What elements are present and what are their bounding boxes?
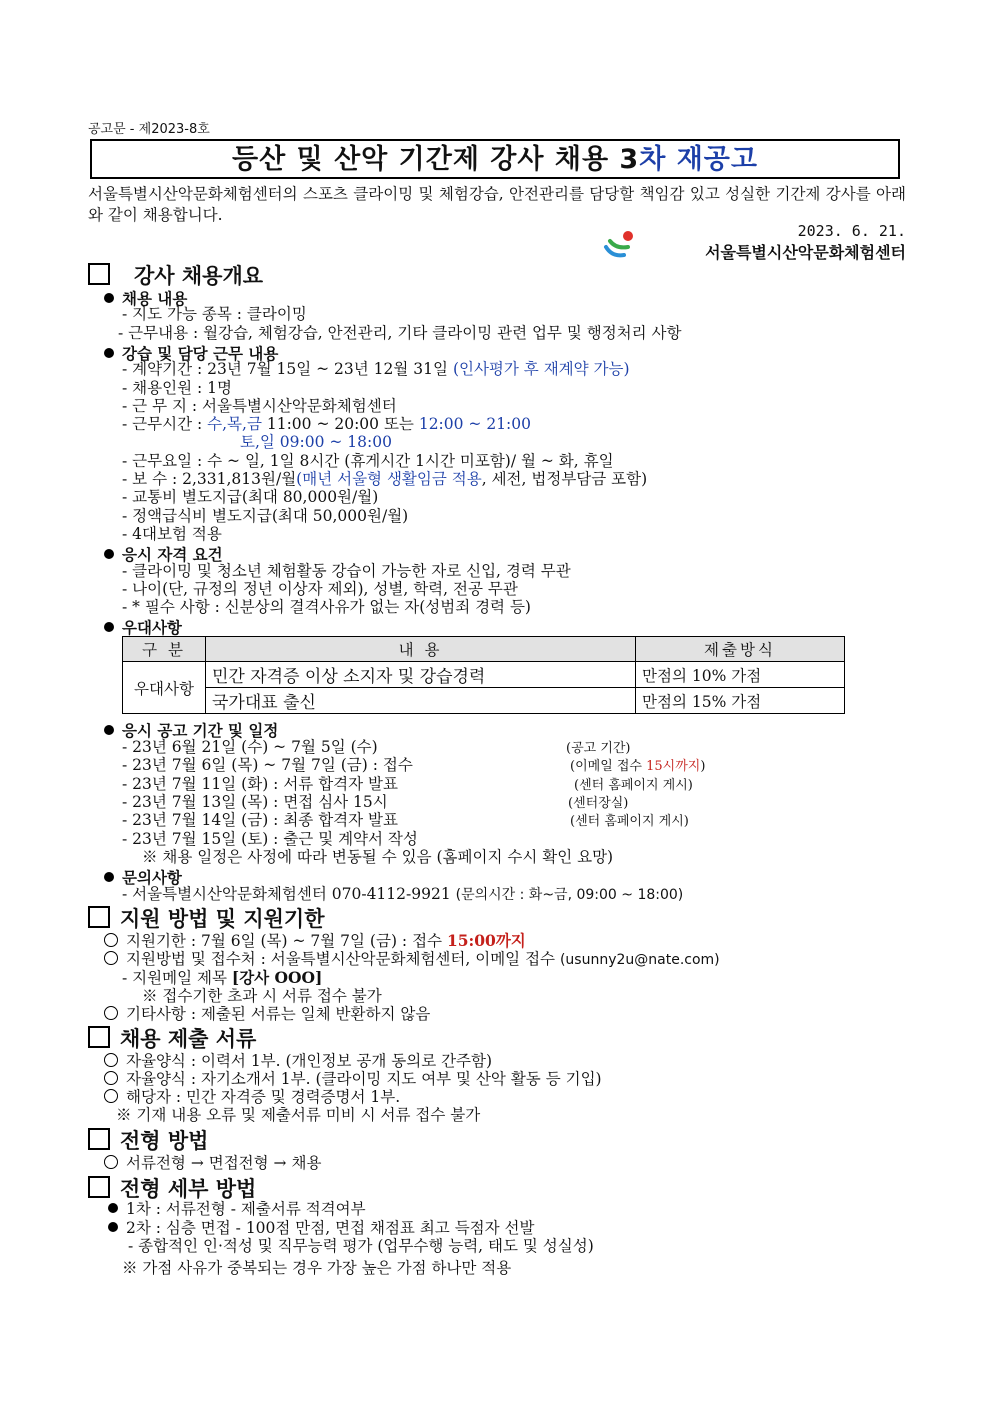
line-b4	[122, 415, 531, 433]
section-2-title: 지원 방법 및 지원기한	[120, 907, 325, 931]
bullet-dot-icon	[104, 348, 114, 358]
bullet-dot-icon	[104, 549, 114, 559]
schedule-note: (공고 기간)	[566, 741, 631, 756]
subsection-c-title: 응시 자격 요건	[122, 546, 223, 564]
stage-2-detail: - 종합적인 인·적성 및 직무능력 평가 (업무수행 능력, 태도 및 성실성)	[128, 1237, 594, 1255]
line-b1	[122, 360, 630, 378]
checkbox-square-icon	[88, 906, 110, 928]
line-b8: - 정액급식비 별도지급(최대 50,000원/월)	[122, 507, 409, 525]
line-b9: - 4대보험 적용	[122, 525, 222, 543]
circle-bullet-icon	[104, 1053, 118, 1067]
contact-phone: - 서울특별시산악문화체험센터 070-4112-9921	[122, 885, 456, 903]
doc-cover-letter: 자율양식 : 자기소개서 1부. (클라이밍 지도 여부 및 산악 활동 등 기입)	[126, 1070, 602, 1088]
stage-1: 1차 : 서류전형 - 제출서류 적격여부	[126, 1200, 366, 1218]
stage-2: 2차 : 심층 면접 - 100점 만점, 면접 채점표 최고 득점자 선발	[126, 1219, 535, 1237]
doc-line	[104, 1070, 602, 1088]
contact-hours: (문의시간 : 화~금, 09:00 ~ 18:00)	[455, 887, 684, 903]
table-cell-content: 민간 자격증 이상 소지자 및 강습경력	[206, 662, 636, 688]
line-b7: - 교통비 별도지급(최대 80,000원/월)	[122, 488, 379, 506]
section-1-title: 강사 채용개요	[134, 264, 264, 288]
section-4-heading	[88, 1128, 208, 1153]
checkbox-square-icon	[88, 263, 110, 285]
line-f1	[122, 885, 683, 904]
apply-deadline-line	[104, 932, 526, 950]
preference-table	[122, 636, 845, 714]
apply-deadline: 지원기한 : 7월 6일 (목) ~ 7월 7일 (금) : 접수	[126, 932, 447, 950]
bullet-dot-icon	[104, 622, 114, 632]
organization-name: 서울특별시산악문화체험센터	[705, 243, 906, 262]
table-row	[123, 662, 845, 688]
page-title	[90, 139, 900, 179]
schedule-line: - 23년 7월 6일 (목) ~ 7월 7일 (금) : 접수	[122, 756, 413, 774]
section-5-heading	[88, 1176, 256, 1201]
schedule-note-line: ※ 채용 일정은 사정에 따라 변동될 수 있음 (홈페이지 수시 확인 요망)	[142, 848, 614, 866]
section-5-title: 전형 세부 방법	[120, 1177, 257, 1201]
title-main: 등산 및 산악 기간제 강사 채용 3	[232, 144, 640, 175]
apply-late-note: ※ 접수기한 초과 시 서류 접수 불가	[142, 987, 382, 1005]
doc-line	[104, 1088, 400, 1106]
stage-2-line	[108, 1219, 535, 1237]
section-4-title: 전형 방법	[120, 1129, 209, 1153]
table-cell-content: 국가대표 출신	[206, 688, 636, 714]
table-header-row	[123, 637, 845, 662]
schedule-line: - 23년 7월 11일 (화) : 서류 합격자 발표	[122, 775, 398, 793]
work-days-weekday: 수,목,금	[207, 415, 262, 433]
table-category-cell: 우대사항	[123, 662, 206, 714]
table-row	[123, 688, 845, 714]
table-header-content: 내 용	[206, 637, 636, 662]
circle-bullet-icon	[104, 1089, 118, 1103]
line-b4b: 토,일 09:00 ~ 18:00	[240, 433, 392, 451]
schedule-line: - 23년 7월 15일 (토) : 출근 및 계약서 작성	[122, 830, 418, 848]
line-a1: - 지도 가능 종목 : 클라이밍	[122, 305, 307, 323]
table-header-category: 구 분	[123, 637, 206, 662]
notice-number: 공고문 - 제2023-8호	[88, 122, 210, 137]
circle-bullet-icon	[104, 1071, 118, 1085]
checkbox-square-icon	[88, 1128, 110, 1150]
apply-method-line	[104, 950, 720, 969]
line-b6	[122, 470, 647, 488]
line-a2: - 근무내용 : 월강습, 체험강습, 안전관리, 기타 클라이밍 관련 업무 및 행정처리 사항	[118, 324, 682, 342]
schedule-note: (센터장실)	[568, 796, 629, 811]
circle-bullet-icon	[104, 1006, 118, 1020]
line-b3: - 근 무 지 : 서울특별시산악문화체험센터	[122, 397, 397, 415]
line-c3: - * 필수 사항 : 신분상의 결격사유가 없는 자(성범죄 경력 등)	[122, 598, 531, 616]
bullet-dot-icon	[104, 725, 114, 735]
schedule-note-text: (이메일 접수	[570, 759, 647, 774]
bullet-dot-icon	[108, 1203, 118, 1213]
schedule-note-deadline: 15시까지	[646, 759, 701, 774]
seoul-logo-icon	[602, 227, 638, 261]
subsection-f-title: 문의사항	[122, 869, 182, 887]
table-cell-method: 만점의 15% 가점	[636, 688, 845, 714]
contract-period: - 계약기간 : 23년 7월 15일 ~ 23년 12월 31일	[122, 360, 453, 378]
bullet-dot-icon	[104, 293, 114, 303]
section-3-heading	[88, 1026, 256, 1051]
line-b2: - 채용인원 : 1명	[122, 379, 232, 397]
apply-method: 지원방법 및 접수처 : 서울특별시산악문화체험센터, 이메일 접수	[126, 950, 560, 968]
apply-deadline-time: 15:00까지	[446, 931, 526, 950]
schedule-line: - 23년 7월 14일 (금) : 최종 합격자 발표	[122, 811, 398, 829]
notice-date: 2023. 6. 21.	[797, 222, 906, 240]
apply-subject-line	[122, 969, 322, 987]
doc-resume: 자율양식 : 이력서 1부. (개인정보 공개 동의로 간주함)	[126, 1052, 493, 1070]
bullet-dot-icon	[108, 1222, 118, 1232]
section-3-title: 채용 제출 서류	[120, 1027, 257, 1051]
work-hours-b: 12:00 ~ 21:00	[418, 415, 532, 433]
salary-tail: , 세전, 법정부담금 포함)	[481, 470, 648, 488]
bonus-note: ※ 가점 사유가 중복되는 경우 가장 높은 가점 하나만 적용	[122, 1259, 512, 1277]
line-c1: - 클라이밍 및 청소년 체험활동 강습이 가능한 자로 신입, 경력 무관	[122, 562, 571, 580]
salary: - 보 수 : 2,331,813원/월	[122, 470, 297, 488]
title-blue: 차 재공고	[639, 144, 758, 175]
schedule-line: - 23년 6월 21일 (수) ~ 7월 5일 (수)	[122, 738, 378, 756]
subsection-a-title: 채용 내용	[122, 290, 188, 308]
line-c2: - 나이(단, 규정의 정년 이상자 제외), 성별, 학력, 전공 무관	[122, 580, 518, 598]
apply-email: (usunny2u@nate.com)	[559, 952, 720, 968]
table-header-method: 제출방식	[636, 637, 845, 662]
bullet-dot-icon	[104, 872, 114, 882]
subsection-e-title: 응시 공고 기간 및 일정	[122, 722, 279, 740]
subsection-b-title: 강습 및 담당 근무 내용	[122, 345, 279, 363]
stage-1-line	[108, 1200, 366, 1218]
subsection-d-heading	[104, 616, 182, 638]
doc-certificate: 해당자 : 민간 자격증 및 경력증명서 1부.	[126, 1088, 401, 1106]
contract-renewal-note: (인사평가 후 재계약 가능)	[452, 360, 630, 378]
section-2-heading	[88, 906, 325, 931]
table-cell-method: 만점의 10% 가점	[636, 662, 845, 688]
work-hours-label: - 근무시간 :	[122, 415, 208, 433]
schedule-note: (센터 홈페이지 게시)	[574, 778, 693, 793]
salary-note: (매년 서울형 생활임금 적용	[296, 470, 482, 488]
doc-line	[104, 1052, 492, 1070]
apply-subject-label: - 지원메일 제목	[122, 969, 232, 987]
checkbox-square-icon	[88, 1026, 110, 1048]
selection-process-line	[104, 1154, 321, 1172]
selection-process: 서류전형 → 면접전형 → 채용	[126, 1154, 322, 1172]
section-1-heading	[88, 263, 263, 288]
circle-bullet-icon	[104, 951, 118, 965]
intro-paragraph: 서울특별시산악문화체험센터의 스포츠 클라이밍 및 체험강습, 안전관리를 담당할 책임감 있고 성실한 기간제 강사를 아래와 같이 채용합니다.	[88, 185, 906, 224]
work-hours-a: 11:00 ~ 20:00 또는	[261, 415, 419, 433]
apply-other: 기타사항 : 제출된 서류는 일체 반환하지 않음	[126, 1005, 431, 1023]
doc-note: ※ 기재 내용 오류 및 제출서류 미비 시 서류 접수 불가	[116, 1106, 481, 1124]
line-b5: - 근무요일 : 수 ~ 일, 1일 8시간 (휴게시간 1시간 미포함)/ 월 ~ 화, 휴일	[122, 452, 614, 470]
circle-bullet-icon	[104, 933, 118, 947]
circle-bullet-icon	[104, 1155, 118, 1169]
subsection-d-title: 우대사항	[122, 619, 182, 637]
schedule-note-end: )	[700, 759, 706, 774]
schedule-note: (센터 홈페이지 게시)	[570, 814, 689, 829]
apply-other-line	[104, 1005, 430, 1023]
checkbox-square-icon	[88, 1176, 110, 1198]
apply-subject-format: [강사 OOO]	[231, 968, 323, 987]
schedule-line: - 23년 7월 13일 (목) : 면접 심사 15시	[122, 793, 388, 811]
schedule-note	[570, 758, 705, 776]
